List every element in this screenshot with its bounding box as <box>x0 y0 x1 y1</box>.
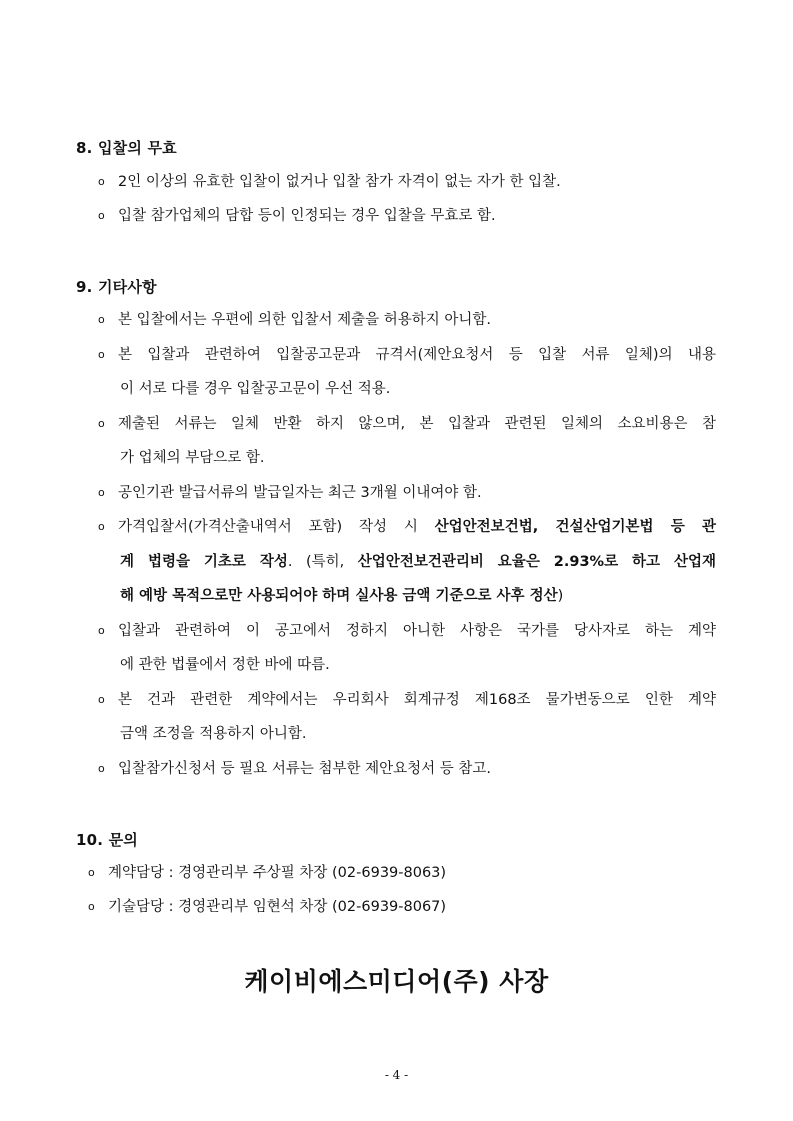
s9-item-5-bold-text: 산업안전보건법, 건설산업기본법 등 관 <box>434 519 717 535</box>
bullet-icon: o <box>98 417 105 430</box>
s9-item-6-line-2: 에 관한 법률에서 정한 바에 따름. <box>120 657 330 673</box>
bullet-icon: o <box>88 900 95 913</box>
s9-item-5-bold-text: 해 예방 목적으로만 사용되어야 하며 실사용 금액 기준으로 사후 정산 <box>120 588 558 604</box>
s8-item-2: 입찰 참가업체의 담합 등이 인정되는 경우 입찰을 무효로 함. <box>118 208 496 224</box>
s9-item-3-line-2: 가 업체의 부담으로 함. <box>120 450 265 466</box>
s9-item-5-line-2 <box>120 545 716 579</box>
s9-item-5-bold-text: 계 법령을 기초로 작성 <box>120 554 288 570</box>
bullet-icon: o <box>98 486 105 499</box>
bullet-icon: o <box>98 624 105 637</box>
s9-item-8: 입찰참가신청서 등 필요 서류는 첨부한 제안요청서 등 참고. <box>118 761 492 777</box>
section-9-title: 9. 기타사항 <box>76 278 157 296</box>
s9-item-1: 본 입찰에서는 우편에 의한 입찰서 제출을 허용하지 아니함. <box>118 312 492 328</box>
bullet-icon: o <box>88 866 95 879</box>
bullet-icon: o <box>98 520 105 533</box>
s9-item-5-bold-text: 산업안전보건관리비 요율은 2.93%로 하고 산업재 <box>357 554 716 570</box>
s9-item-4: 공인기관 발급서류의 발급일자는 최근 3개월 이내여야 함. <box>118 485 482 501</box>
s9-item-5-line-3 <box>120 579 563 613</box>
bullet-icon: o <box>98 693 105 706</box>
s9-item-2-line-2: 이 서로 다를 경우 입찰공고문이 우선 적용. <box>120 381 391 397</box>
s9-item-7-line-1: 본 건과 관련한 계약에서는 우리회사 회계규정 제168조 물가변동으로 인한 계약 <box>118 692 716 708</box>
section-8-title: 8. 입찰의 무효 <box>76 139 177 157</box>
bullet-icon: o <box>98 348 105 361</box>
s9-item-6-line-1: 입찰과 관련하여 이 공고에서 정하지 아니한 사항은 국가를 당사자로 하는 계약 <box>118 623 716 639</box>
bullet-icon: o <box>98 313 105 326</box>
s9-item-7-line-2: 금액 조정을 적용하지 아니함. <box>120 726 307 742</box>
s9-item-5-line-1 <box>118 510 716 544</box>
contact-contract: 계약담당 : 경영관리부 주상필 차장 (02-6939-8063) <box>108 865 447 881</box>
page-number: - 4 - <box>384 1068 409 1082</box>
s9-item-5-text: 가격입찰서(가격산출내역서 포함) 작성 시 <box>118 519 435 535</box>
bullet-icon: o <box>98 175 105 188</box>
bullet-icon: o <box>98 209 105 222</box>
s9-item-5-text: ) <box>557 588 564 604</box>
s9-item-2-line-1: 본 입찰과 관련하여 입찰공고문과 규격서(제안요청서 등 입찰 서류 일체)의 내용 <box>118 347 716 363</box>
contact-technical: 기술담당 : 경영관리부 임현석 차장 (02-6939-8067) <box>108 899 447 915</box>
issuer-signature-line: 케이비에스미디어(주) 사장 <box>244 967 549 996</box>
s9-item-5-text: . (특히, <box>287 554 358 570</box>
s9-item-3-line-1: 제출된 서류는 일체 반환 하지 않으며, 본 입찰과 관련된 일체의 소요비용은 참 <box>118 416 716 432</box>
bullet-icon: o <box>98 762 105 775</box>
section-10-title: 10. 문의 <box>76 831 138 849</box>
s8-item-1: 2인 이상의 유효한 입찰이 없거나 입찰 참가 자격이 없는 자가 한 입찰. <box>118 174 561 190</box>
